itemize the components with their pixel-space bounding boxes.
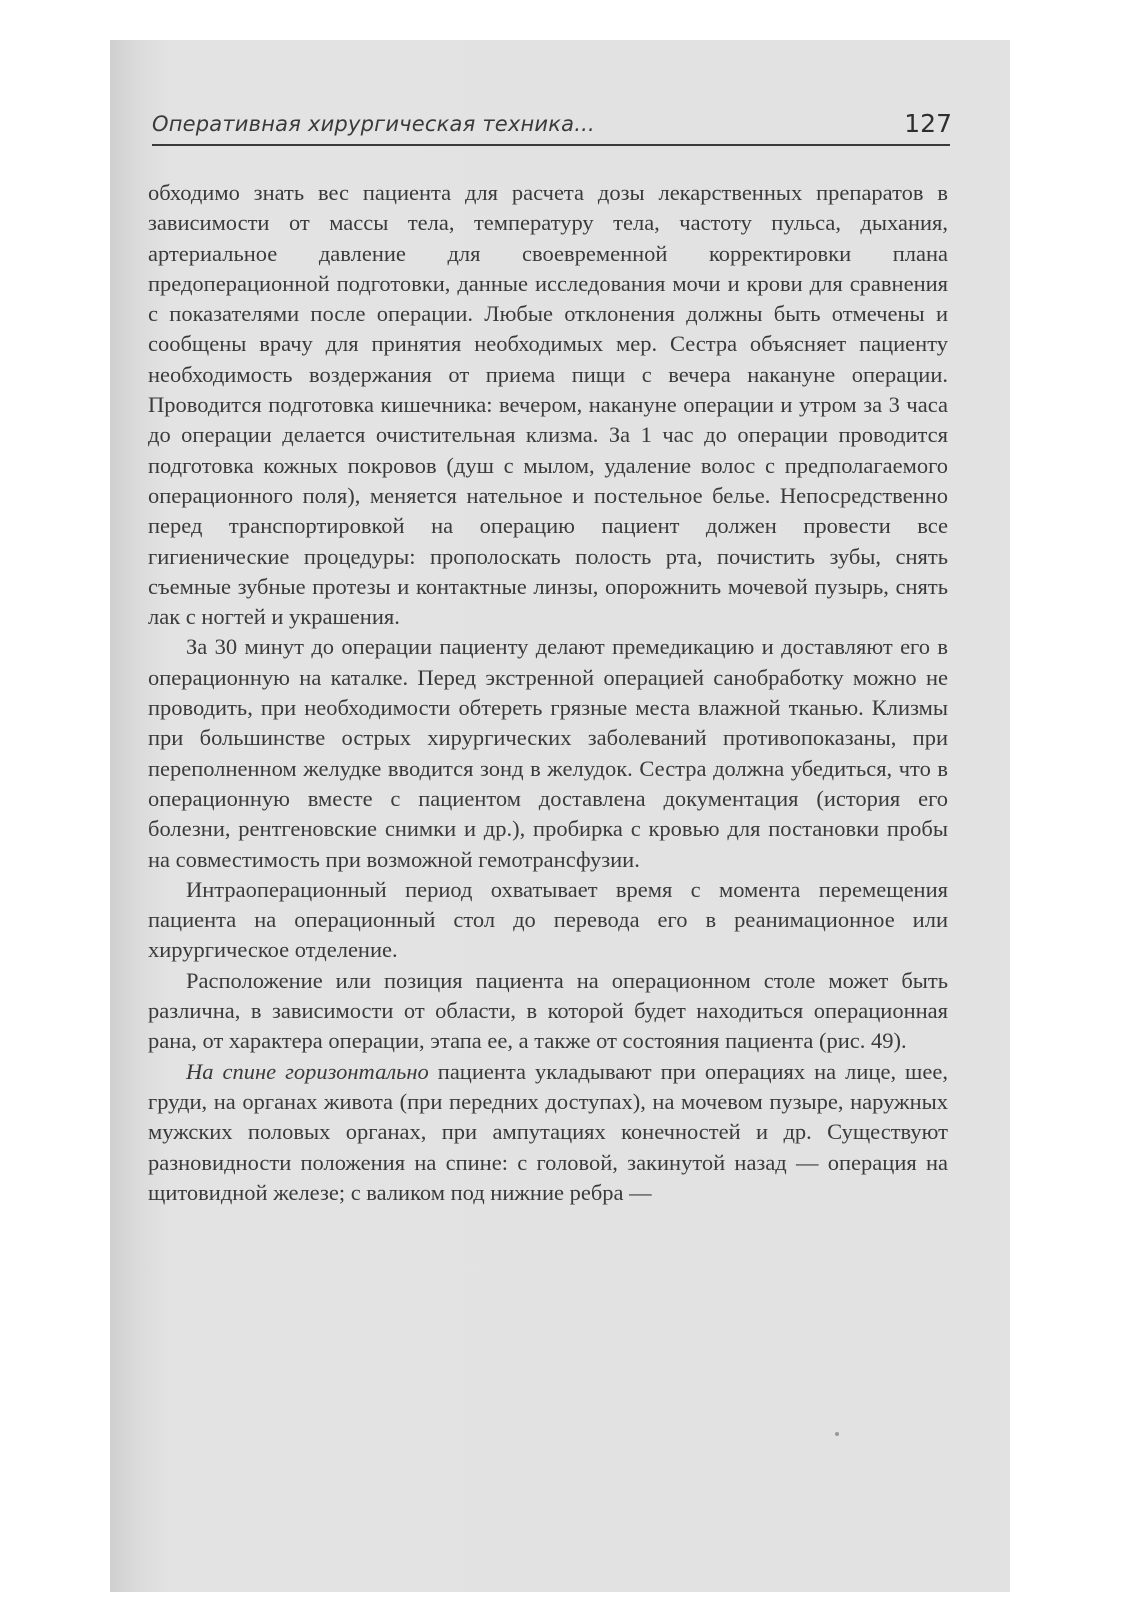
paragraph [148, 1057, 948, 1208]
page-number: 127 [904, 109, 952, 138]
paragraph-text: Расположение или позиция пациента на операционном столе может быть различна, в зависимости от области, в которой будет находиться операционная рана, от характера операции, этапа ее, а также от состояния пациента (рис. 49). [148, 967, 948, 1054]
page-header [152, 102, 952, 142]
paragraph [148, 966, 948, 1057]
emphasized-term: На спине горизонтально [186, 1058, 429, 1084]
header-rule [152, 144, 950, 146]
paragraph-text: За 30 минут до операции пациенту делают премедикацию и доставляют его в операционную на каталке. Перед экстренной операцией санобработку можно не проводить, при необходимости обтереть грязные места влажной тканью. Клизмы при большинстве острых хирургических заболеваний противопоказаны, при переполненном желудке вводится зонд в желудок. Сестра должна убедиться, что в операционную вместе с пациентом доставлена документация (история его болезни, рентгеновские снимки и др.), пробирка с кровью для постановки пробы на совместимость при возможной гемотрансфузии. [148, 634, 948, 872]
paragraph-text: пациента укладывают при операциях на лице, шее, груди, на органах живота (при передних доступах), на мочевом пузыре, наружных мужских половых органах, при ампутациях конечностей и др. Существуют разновидности положения на спине: с головой, закинутой назад — операция на щитовидной железе; с валиком под нижние ребра — [148, 1058, 948, 1205]
paragraph-text: Интраоперационный период охватывает время с момента перемещения пациента на операционный стол до перевода его в реанимационное или хирургическое отделение. [148, 876, 948, 963]
paragraph [148, 178, 948, 632]
book-page [110, 40, 1010, 1592]
running-title: Оперативная хирургическая техника... [152, 112, 595, 136]
print-speck [835, 1432, 839, 1436]
paragraph [148, 875, 948, 966]
paragraph [148, 632, 948, 874]
body-text [148, 178, 948, 1208]
paragraph-text: обходимо знать вес пациента для расчета дозы лекарственных препаратов в зависимости от массы тела, температуру тела, частоту пульса, дыхания, артериальное давление для своевременной корректировки плана предоперационной подготовки, данные исследования мочи и крови для сравнения с показателями после операции. Любые отклонения должны быть отмечены и сообщены врачу для принятия необходимых мер. Сестра объясняет пациенту необходимость воздержания от приема пищи с вечера накануне операции. Проводится подготовка кишечника: вечером, накануне операции и утром за 3 часа до операции делается очистительная клизма. За 1 час до операции проводится подготовка кожных покровов (душ с мылом, удаление волос с предполагаемого операционного поля), меняется нательное и постельное белье. Непосредственно перед транспортировкой на операцию пациент должен провести все гигиенические процедуры: прополоскать полость рта, почистить зубы, снять съемные зубные протезы и контактные линзы, опорожнить мочевой пузырь, снять лак с ногтей и украшения. [148, 180, 948, 630]
